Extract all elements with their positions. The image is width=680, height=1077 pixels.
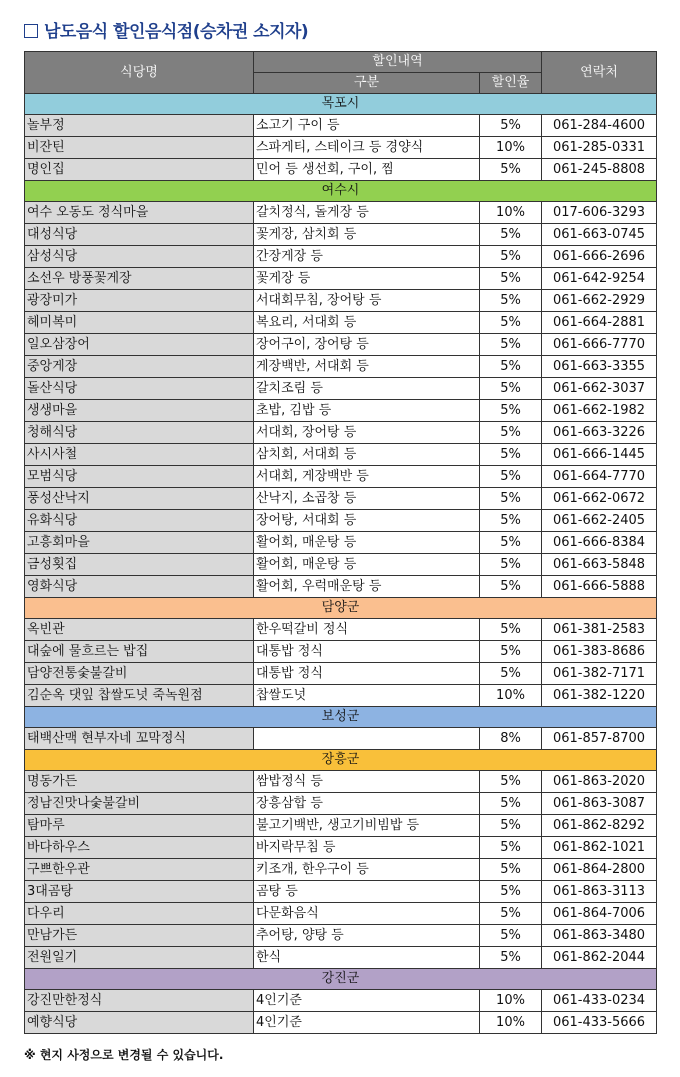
table-row <box>25 510 657 532</box>
restaurant-name: 영화식당 <box>25 576 254 598</box>
table-row <box>25 137 657 159</box>
discount-rate: 5% <box>480 663 542 685</box>
phone-number: 061-666-8384 <box>542 532 657 554</box>
table-row <box>25 815 657 837</box>
region-row <box>25 707 657 728</box>
restaurant-name: 돌산식당 <box>25 378 254 400</box>
discount-rate: 5% <box>480 554 542 576</box>
header-contact: 연락처 <box>542 52 657 94</box>
menu-category: 활어회, 매운탕 등 <box>254 532 480 554</box>
discount-rate: 5% <box>480 356 542 378</box>
discount-rate: 5% <box>480 466 542 488</box>
restaurant-name: 대숲에 물흐르는 밥집 <box>25 641 254 663</box>
restaurant-name: 만남가든 <box>25 925 254 947</box>
restaurant-name: 3대곰탕 <box>25 881 254 903</box>
phone-number: 061-863-3087 <box>542 793 657 815</box>
menu-category: 복요리, 서대회 등 <box>254 312 480 334</box>
discount-rate: 5% <box>480 268 542 290</box>
restaurant-name: 삼성식당 <box>25 246 254 268</box>
menu-category: 활어회, 우럭매운탕 등 <box>254 576 480 598</box>
table-row <box>25 444 657 466</box>
phone-number: 061-285-0331 <box>542 137 657 159</box>
phone-number: 061-381-2583 <box>542 619 657 641</box>
phone-number: 061-857-8700 <box>542 728 657 750</box>
discount-rate: 5% <box>480 510 542 532</box>
restaurant-name: 탐마루 <box>25 815 254 837</box>
phone-number: 061-862-8292 <box>542 815 657 837</box>
menu-category: 장흥삼합 등 <box>254 793 480 815</box>
menu-category: 키조개, 한우구이 등 <box>254 859 480 881</box>
menu-category: 서대회, 장어탕 등 <box>254 422 480 444</box>
phone-number: 061-662-3037 <box>542 378 657 400</box>
phone-number: 061-662-2929 <box>542 290 657 312</box>
phone-number: 017-606-3293 <box>542 202 657 224</box>
header-category: 구분 <box>254 73 480 94</box>
table-row <box>25 246 657 268</box>
table-row <box>25 115 657 137</box>
restaurant-name: 일오삼장어 <box>25 334 254 356</box>
table-body <box>25 94 657 1034</box>
phone-number: 061-666-1445 <box>542 444 657 466</box>
discount-rate: 5% <box>480 532 542 554</box>
phone-number: 061-664-2881 <box>542 312 657 334</box>
restaurant-name: 예향식당 <box>25 1012 254 1034</box>
table-row <box>25 685 657 707</box>
menu-category: 갈치조림 등 <box>254 378 480 400</box>
restaurant-name: 전원일기 <box>25 947 254 969</box>
restaurant-name: 소선우 방풍꽃게장 <box>25 268 254 290</box>
discount-rate: 10% <box>480 137 542 159</box>
region-row <box>25 94 657 115</box>
restaurant-name: 유화식당 <box>25 510 254 532</box>
menu-category: 꽃게장, 삼치회 등 <box>254 224 480 246</box>
restaurant-name: 풍성산낙지 <box>25 488 254 510</box>
discount-rate: 5% <box>480 159 542 181</box>
table-row <box>25 990 657 1012</box>
menu-category <box>254 728 480 750</box>
discount-rate: 5% <box>480 619 542 641</box>
checkbox-square-icon <box>24 24 38 38</box>
restaurant-name: 고흥회마을 <box>25 532 254 554</box>
phone-number: 061-666-7770 <box>542 334 657 356</box>
restaurant-name: 청해식당 <box>25 422 254 444</box>
phone-number: 061-863-3480 <box>542 925 657 947</box>
menu-category: 곰탕 등 <box>254 881 480 903</box>
table-row <box>25 268 657 290</box>
menu-category: 간장게장 등 <box>254 246 480 268</box>
table-row <box>25 619 657 641</box>
discount-rate: 5% <box>480 859 542 881</box>
discount-rate: 10% <box>480 202 542 224</box>
phone-number: 061-864-7006 <box>542 903 657 925</box>
phone-number: 061-666-2696 <box>542 246 657 268</box>
phone-number: 061-663-0745 <box>542 224 657 246</box>
table-row <box>25 903 657 925</box>
menu-category: 갈치정식, 돌게장 등 <box>254 202 480 224</box>
table-row <box>25 793 657 815</box>
table-row <box>25 881 657 903</box>
phone-number: 061-863-3113 <box>542 881 657 903</box>
phone-number: 061-862-2044 <box>542 947 657 969</box>
table-row <box>25 466 657 488</box>
restaurant-name: 중앙게장 <box>25 356 254 378</box>
menu-category: 4인기준 <box>254 1012 480 1034</box>
discount-rate: 5% <box>480 290 542 312</box>
header-name: 식당명 <box>25 52 254 94</box>
menu-category: 한식 <box>254 947 480 969</box>
discount-rate: 8% <box>480 728 542 750</box>
phone-number: 061-662-2405 <box>542 510 657 532</box>
table-row <box>25 947 657 969</box>
discount-rate: 10% <box>480 1012 542 1034</box>
table-row <box>25 663 657 685</box>
discount-rate: 5% <box>480 224 542 246</box>
restaurant-name: 금성횟집 <box>25 554 254 576</box>
table-row <box>25 728 657 750</box>
menu-category: 찹쌀도넛 <box>254 685 480 707</box>
region-label: 강진군 <box>25 969 657 990</box>
menu-category: 쌈밥정식 등 <box>254 771 480 793</box>
restaurant-name: 광장미가 <box>25 290 254 312</box>
restaurant-name: 비잔틴 <box>25 137 254 159</box>
menu-category: 다문화음식 <box>254 903 480 925</box>
menu-category: 산낙지, 소곱창 등 <box>254 488 480 510</box>
phone-number: 061-382-7171 <box>542 663 657 685</box>
region-label: 보성군 <box>25 707 657 728</box>
restaurant-name: 바다하우스 <box>25 837 254 859</box>
discount-rate: 5% <box>480 246 542 268</box>
discount-rate: 5% <box>480 903 542 925</box>
table-row <box>25 554 657 576</box>
discount-rate: 5% <box>480 488 542 510</box>
menu-category: 서대회무침, 장어탕 등 <box>254 290 480 312</box>
footnote: ※ 현지 사정으로 변경될 수 있습니다. <box>24 1048 224 1062</box>
page-title <box>24 17 308 42</box>
table-row <box>25 488 657 510</box>
menu-category: 활어회, 매운탕 등 <box>254 554 480 576</box>
restaurant-name: 구쁘한우관 <box>25 859 254 881</box>
menu-category: 장어탕, 서대회 등 <box>254 510 480 532</box>
table-row <box>25 422 657 444</box>
discount-rate: 5% <box>480 422 542 444</box>
table-row <box>25 202 657 224</box>
restaurant-name: 생생마을 <box>25 400 254 422</box>
discount-rate: 5% <box>480 881 542 903</box>
menu-category: 삼치회, 서대회 등 <box>254 444 480 466</box>
restaurant-name: 정남진맛나숯불갈비 <box>25 793 254 815</box>
region-row <box>25 181 657 202</box>
discount-rate: 5% <box>480 641 542 663</box>
table-row <box>25 532 657 554</box>
restaurant-name: 옥빈관 <box>25 619 254 641</box>
menu-category: 스파게티, 스테이크 등 경양식 <box>254 137 480 159</box>
phone-number: 061-433-0234 <box>542 990 657 1012</box>
discount-rate: 5% <box>480 400 542 422</box>
phone-number: 061-863-2020 <box>542 771 657 793</box>
discount-rate: 5% <box>480 815 542 837</box>
discount-rate: 5% <box>480 947 542 969</box>
table-row <box>25 290 657 312</box>
discount-rate: 10% <box>480 685 542 707</box>
phone-number: 061-383-8686 <box>542 641 657 663</box>
restaurant-name: 명인집 <box>25 159 254 181</box>
menu-category: 바지락무침 등 <box>254 837 480 859</box>
phone-number: 061-245-8808 <box>542 159 657 181</box>
menu-category: 서대회, 게장백반 등 <box>254 466 480 488</box>
table-header <box>25 52 657 94</box>
discount-rate: 5% <box>480 115 542 137</box>
restaurant-name: 강진만한정식 <box>25 990 254 1012</box>
restaurant-name: 김순옥 댓잎 찹쌀도넛 죽녹원점 <box>25 685 254 707</box>
region-row <box>25 750 657 771</box>
region-label: 장흥군 <box>25 750 657 771</box>
table-row <box>25 159 657 181</box>
menu-category: 대통밥 정식 <box>254 641 480 663</box>
region-row <box>25 598 657 619</box>
table-row <box>25 224 657 246</box>
page-title-text: 남도음식 할인음식점(승차권 소지자) <box>44 22 309 42</box>
discount-rate: 5% <box>480 837 542 859</box>
table-row <box>25 312 657 334</box>
restaurant-name: 태백산맥 현부자네 꼬막정식 <box>25 728 254 750</box>
discount-rate: 5% <box>480 925 542 947</box>
phone-number: 061-666-5888 <box>542 576 657 598</box>
menu-category: 4인기준 <box>254 990 480 1012</box>
restaurant-name: 담양전통숯불갈비 <box>25 663 254 685</box>
restaurant-name: 다우리 <box>25 903 254 925</box>
menu-category: 불고기백반, 생고기비빔밥 등 <box>254 815 480 837</box>
phone-number: 061-663-5848 <box>542 554 657 576</box>
phone-number: 061-664-7770 <box>542 466 657 488</box>
menu-category: 소고기 구이 등 <box>254 115 480 137</box>
menu-category: 민어 등 생선회, 구이, 찜 <box>254 159 480 181</box>
phone-number: 061-382-1220 <box>542 685 657 707</box>
phone-number: 061-284-4600 <box>542 115 657 137</box>
discount-rate: 5% <box>480 576 542 598</box>
discount-rate: 5% <box>480 793 542 815</box>
region-label: 목포시 <box>25 94 657 115</box>
phone-number: 061-433-5666 <box>542 1012 657 1034</box>
table-row <box>25 576 657 598</box>
restaurant-name: 모범식당 <box>25 466 254 488</box>
header-discount-info: 할인내역 <box>254 52 542 73</box>
discount-rate: 5% <box>480 334 542 356</box>
table-row <box>25 356 657 378</box>
phone-number: 061-662-0672 <box>542 488 657 510</box>
table-row <box>25 859 657 881</box>
menu-category: 초밥, 김밥 등 <box>254 400 480 422</box>
phone-number: 061-864-2800 <box>542 859 657 881</box>
menu-category: 장어구이, 장어탕 등 <box>254 334 480 356</box>
region-label: 담양군 <box>25 598 657 619</box>
restaurant-name: 사시사철 <box>25 444 254 466</box>
phone-number: 061-662-1982 <box>542 400 657 422</box>
table-row <box>25 925 657 947</box>
region-label: 여수시 <box>25 181 657 202</box>
menu-category: 추어탕, 양탕 등 <box>254 925 480 947</box>
discount-rate: 10% <box>480 990 542 1012</box>
table-row <box>25 334 657 356</box>
restaurant-name: 헤미복미 <box>25 312 254 334</box>
table-row <box>25 771 657 793</box>
table-row <box>25 400 657 422</box>
menu-category: 대통밥 정식 <box>254 663 480 685</box>
restaurant-name: 여수 오동도 정식마을 <box>25 202 254 224</box>
region-row <box>25 969 657 990</box>
phone-number: 061-642-9254 <box>542 268 657 290</box>
restaurant-name: 대성식당 <box>25 224 254 246</box>
discount-rate: 5% <box>480 378 542 400</box>
header-rate: 할인율 <box>480 73 542 94</box>
menu-category: 한우떡갈비 정식 <box>254 619 480 641</box>
discount-rate: 5% <box>480 771 542 793</box>
phone-number: 061-663-3355 <box>542 356 657 378</box>
table-row <box>25 837 657 859</box>
table-row <box>25 1012 657 1034</box>
table-row <box>25 378 657 400</box>
restaurant-name: 명동가든 <box>25 771 254 793</box>
phone-number: 061-663-3226 <box>542 422 657 444</box>
table-row <box>25 641 657 663</box>
restaurant-table <box>24 51 657 1034</box>
menu-category: 게장백반, 서대회 등 <box>254 356 480 378</box>
restaurant-name: 놀부정 <box>25 115 254 137</box>
discount-rate: 5% <box>480 312 542 334</box>
menu-category: 꽃게장 등 <box>254 268 480 290</box>
phone-number: 061-862-1021 <box>542 837 657 859</box>
discount-rate: 5% <box>480 444 542 466</box>
